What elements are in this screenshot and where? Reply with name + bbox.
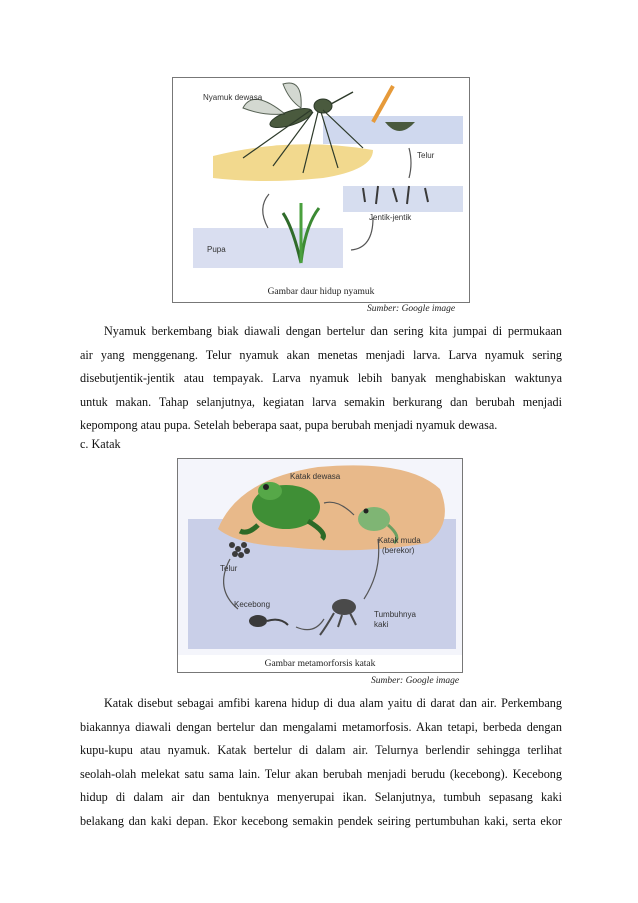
- water-surface-larva: [343, 186, 463, 212]
- figure2-source: Sumber: Google image: [371, 676, 460, 686]
- figure1-source: Sumber: Google image: [367, 304, 456, 314]
- label-adult-frog: Katak dewasa: [290, 472, 341, 481]
- paragraph-line: untuk makan. Tahap selanjutnya, kegiatan larva semakin berkurang dan berubah menjadi: [80, 394, 562, 409]
- figure1-caption: Gambar daur hidup nyamuk: [267, 287, 375, 297]
- mosquito-paragraph: [80, 320, 562, 438]
- arrow-pupa-to-adult: [263, 194, 269, 228]
- section-heading-frog: c. Katak: [80, 437, 121, 451]
- paragraph-line: hidup di dalam air dan bentuknya menyerupai ikan. Selanjutnya, tumbuh sepasang kaki: [80, 790, 562, 805]
- paragraph-line: air yang menggenang. Telur nyamuk akan menetas menjadi larva. Larva nyamuk sering: [80, 347, 562, 362]
- arrow-egg-to-larva: [409, 148, 411, 178]
- sand-bank: [213, 144, 373, 181]
- mosquito-lifecycle-illustration: [173, 78, 469, 283]
- frog-metamorphosis-figure: [177, 458, 463, 673]
- label-adult-mosquito: Nyamuk dewasa: [203, 93, 263, 102]
- label-tadpole: Kecebong: [234, 600, 271, 609]
- frog-paragraph: [80, 692, 562, 834]
- mosquito-lifecycle-figure: [172, 77, 470, 303]
- frog-metamorphosis-illustration: [178, 459, 462, 655]
- label-young-frog: Katak muda: [378, 536, 421, 545]
- paragraph-line: biakannya diawali dengan bertelur dan mengalami metamorfosis. Akan tetapi, berbeda dengan: [80, 719, 562, 734]
- label-egg: Telur: [417, 151, 435, 160]
- paragraph-line: Nyamuk berkembang biak diawali dengan bertelur dan sering kita jumpai di permukaan: [104, 324, 562, 338]
- label-legs-line1: Tumbuhnya: [374, 610, 416, 619]
- label-frog-egg: Telur: [220, 564, 238, 573]
- paragraph-line: kepompong atau pupa. Setelah beberapa saat, pupa berubah menjadi nyamuk dewasa.: [80, 418, 498, 433]
- label-legs-line2: kaki: [374, 620, 389, 629]
- label-pupa: Pupa: [207, 245, 226, 254]
- paragraph-line: seolah-olah melekat satu sama lain. Telur akan berubah menjadi berudu (kecebong). Kecebong: [80, 766, 562, 781]
- paragraph-line: belakang dan kaki depan. Ekor kecebong semakin pendek seiring pertumbuhan kaki, serta ekor: [80, 813, 562, 828]
- paragraph-line: disebutjentik-jentik atau tempayak. Larva nyamuk lebih banyak menghabiskan waktunya: [80, 371, 562, 386]
- figure2-caption: Gambar metamorforsis katak: [264, 659, 376, 669]
- label-larva: Jentik-jentik: [369, 213, 412, 222]
- arrow-larva-to-pupa: [351, 218, 373, 250]
- label-young-frog-note: (berekor): [382, 546, 415, 555]
- paragraph-line: Katak disebut sebagai amfibi karena hidup di dua alam yaitu di darat dan air. Perkembang: [104, 696, 562, 710]
- paragraph-line: kupu-kupu atau nyamuk. Katak bertelur di dalam air. Telurnya berlendir sehingga terlihat: [80, 743, 562, 758]
